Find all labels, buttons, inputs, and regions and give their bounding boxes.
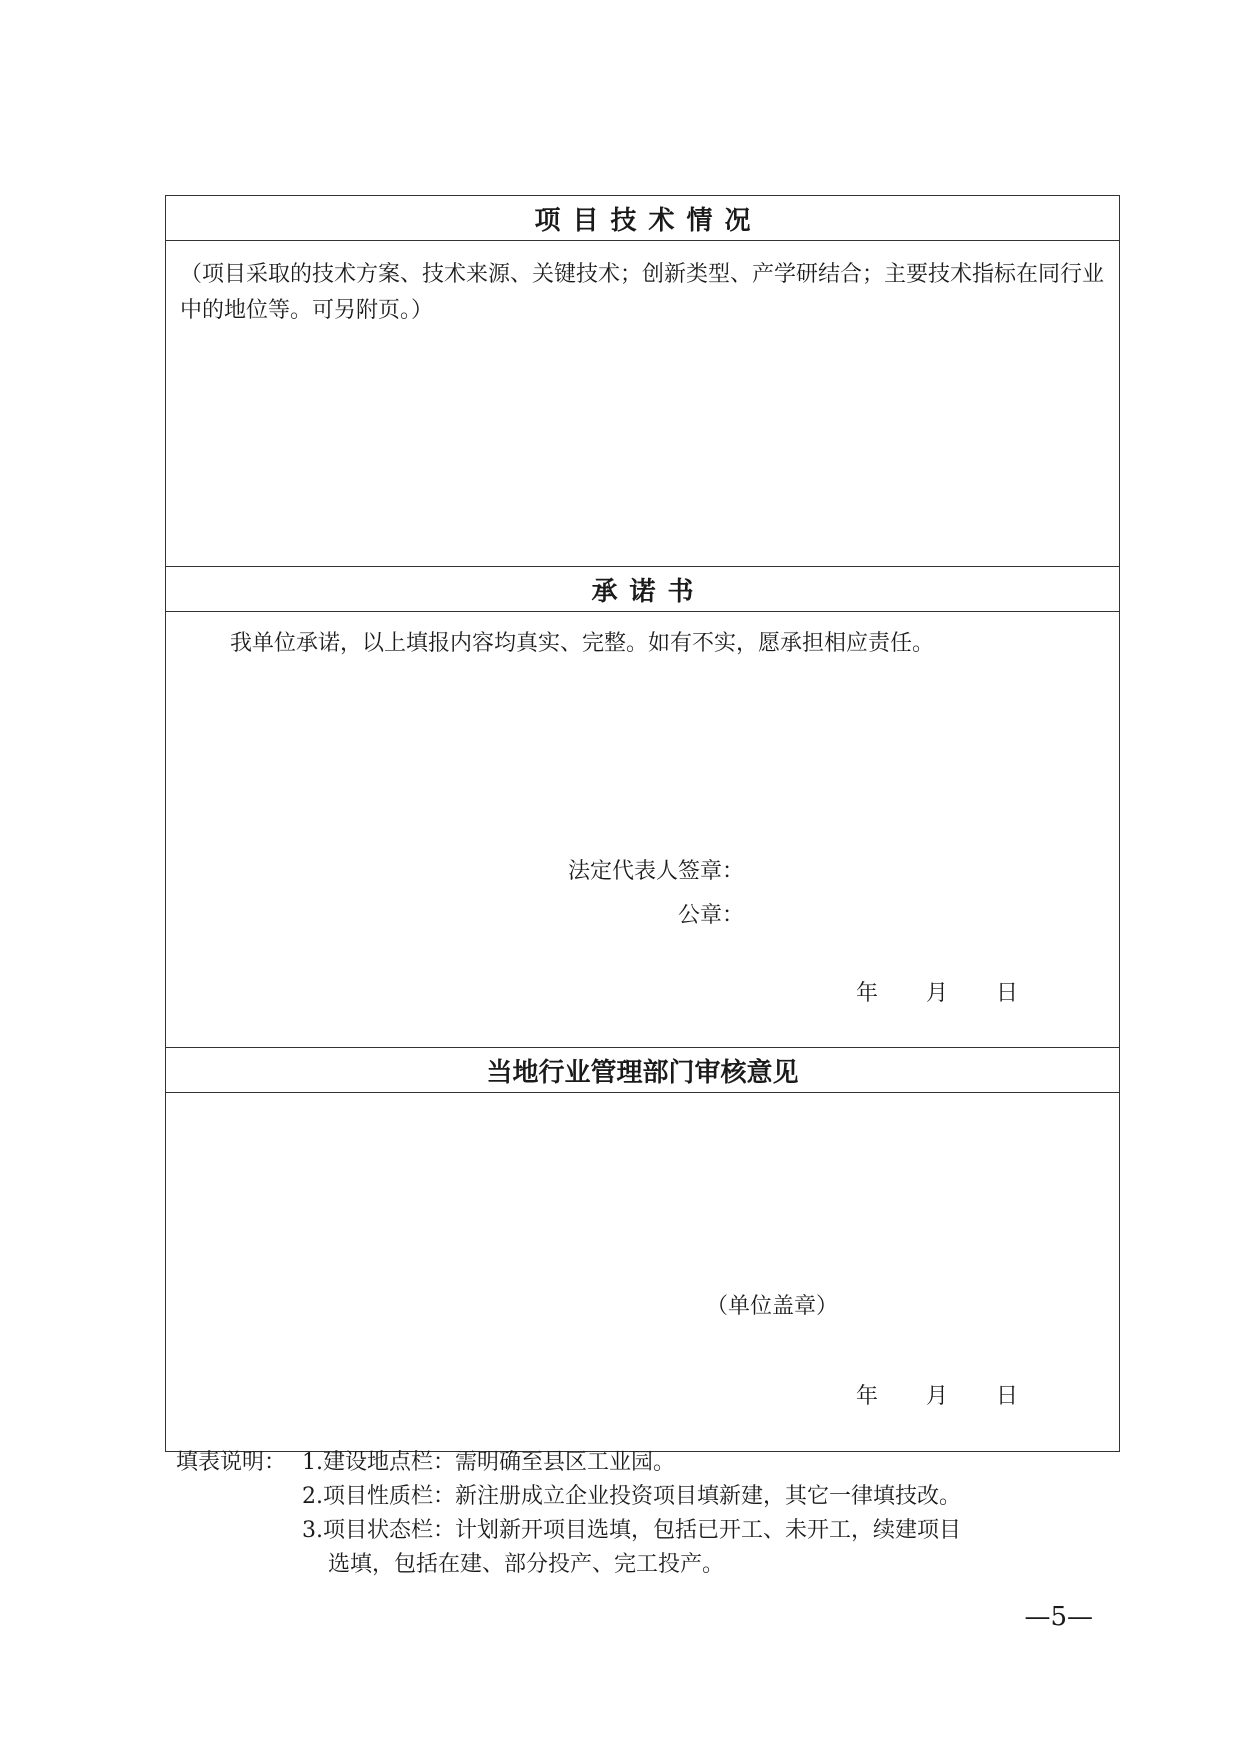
note-text-1: 1.建设地点栏：需明确至县区工业园。 bbox=[302, 1450, 675, 1475]
notes-label: 填表说明： bbox=[176, 1450, 287, 1475]
pledge-date-day: 日 bbox=[996, 981, 1019, 1006]
pledge-section-body bbox=[166, 612, 1119, 1048]
form-notes bbox=[176, 1446, 961, 1582]
pledge-text: 我单位承诺，以上填报内容均真实、完整。如有不实，愿承担相应责任。 bbox=[230, 631, 935, 656]
pledge-date-year: 年 bbox=[856, 981, 879, 1006]
application-form-table bbox=[165, 195, 1120, 1452]
note-item-1 bbox=[176, 1446, 961, 1480]
pledge-date-line bbox=[856, 976, 1066, 1007]
tech-section-title: 项目技术情况 bbox=[166, 196, 1119, 241]
tech-section-body[interactable] bbox=[166, 241, 1119, 567]
page-number: —5— bbox=[1024, 1602, 1093, 1632]
review-date-year: 年 bbox=[856, 1384, 879, 1409]
pledge-date-month: 月 bbox=[926, 981, 949, 1006]
note-text-3-continued: 选填，包括在建、部分投产、完工投产。 bbox=[328, 1552, 725, 1577]
official-seal-label: 公章： bbox=[677, 903, 744, 928]
note-item-3 bbox=[176, 1514, 961, 1548]
review-section-body[interactable] bbox=[166, 1093, 1119, 1451]
review-date-line bbox=[856, 1379, 1066, 1410]
signature-block bbox=[568, 850, 744, 938]
tech-section-instruction: （项目采取的技术方案、技术来源、关键技术；创新类型、产学研结合；主要技术指标在同行业中的地位等。可另附页。） bbox=[180, 262, 1105, 323]
unit-stamp-label: （单位盖章） bbox=[706, 1294, 839, 1319]
legal-rep-signature-label: 法定代表人签章： bbox=[567, 859, 744, 884]
review-date-month: 月 bbox=[926, 1384, 949, 1409]
note-item-2 bbox=[176, 1480, 961, 1514]
note-text-3: 3.项目状态栏：计划新开项目选填，包括已开工、未开工，续建项目 bbox=[302, 1518, 961, 1543]
review-section-title: 当地行业管理部门审核意见 bbox=[166, 1048, 1119, 1093]
review-date-day: 日 bbox=[996, 1384, 1019, 1409]
note-text-2: 2.项目性质栏：新注册成立企业投资项目填新建，其它一律填技改。 bbox=[302, 1484, 961, 1509]
pledge-section-title: 承诺书 bbox=[166, 567, 1119, 612]
